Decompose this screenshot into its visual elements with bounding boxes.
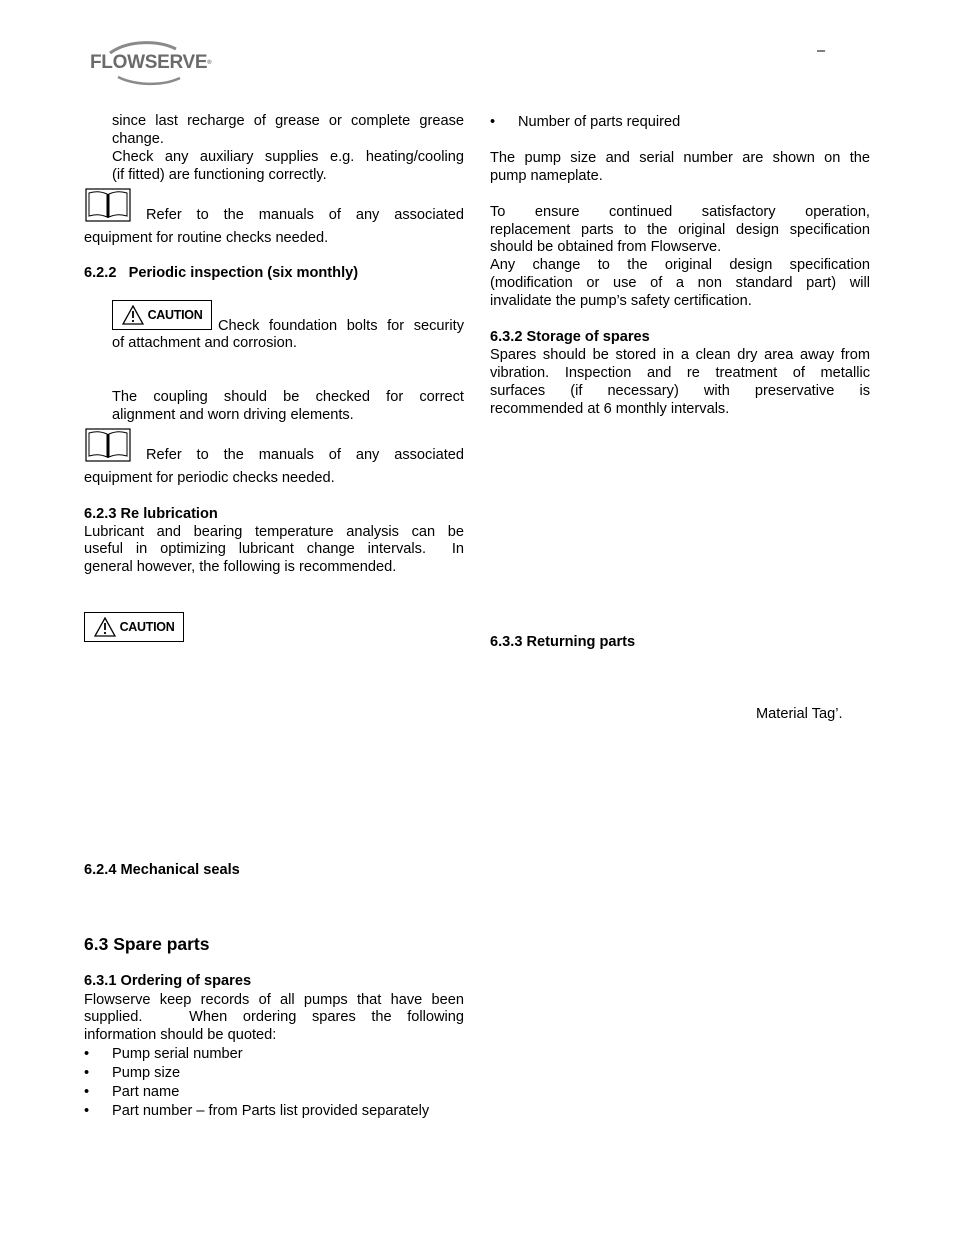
list-item: • Pump serial number: [84, 1045, 464, 1064]
continued-line-2: replacement parts to the original design specification: [490, 222, 870, 238]
change-line-3: invalidate the pump’s safety certification.: [490, 293, 752, 309]
heading-6-3-3: 6.3.3 Returning parts: [490, 634, 636, 650]
order-line-3: information should be quoted:: [84, 1027, 277, 1043]
relub-line-1: Lubricant and bearing temperature analysis can be: [84, 524, 464, 540]
ref1-line-1: Refer to the manuals of any associated: [146, 207, 464, 223]
warning-triangle-icon: [122, 305, 144, 325]
nameplate-line-2: pump nameplate.: [490, 168, 603, 184]
intro-line-1: since last recharge of grease or complete grease: [112, 113, 464, 129]
manual-book-icon: [85, 428, 131, 462]
continued-line-3: should be obtained from Flowserve.: [490, 239, 722, 255]
relub-line-2: useful in optimizing lubricant change intervals. In: [84, 541, 464, 557]
intro-line-2: change.: [112, 131, 164, 147]
caution-label-2: [84, 612, 184, 642]
parts-required-list: [490, 113, 870, 132]
aux-line-1: Check any auxiliary supplies e.g. heating/cooling: [112, 149, 464, 165]
list-item: • Part number – from Parts list provided separately: [84, 1102, 464, 1121]
list-item: • Part name: [84, 1083, 464, 1102]
caution-text: CAUTION: [119, 620, 175, 634]
logo-text: FLOWSERVE: [90, 52, 208, 73]
coupling-line-2: alignment and worn driving elements.: [112, 407, 354, 423]
caution1-line-2: of attachment and corrosion.: [112, 335, 297, 351]
coupling-line-1: The coupling should be checked for correct: [112, 389, 464, 405]
caution1-line-1: Check foundation bolts for security: [218, 318, 464, 334]
order-line-1: Flowserve keep records of all pumps that have been: [84, 992, 464, 1008]
heading-6-2-4: 6.2.4 Mechanical seals: [84, 862, 240, 878]
change-line-2: (modification or use of a non standard part) will: [490, 275, 870, 291]
list-item: • Pump size: [84, 1064, 464, 1083]
heading-6-3-2: 6.3.2 Storage of spares: [490, 329, 650, 345]
storage-line-2: vibration. Inspection and re treatment of metallic: [490, 365, 870, 381]
warning-triangle-icon: [94, 617, 116, 637]
change-line-1: Any change to the original design specification: [490, 257, 870, 273]
spares-info-list: [84, 1045, 464, 1121]
heading-6-2-2: 6.2.2 Periodic inspection (six monthly): [84, 265, 359, 281]
relub-line-3: general however, the following is recommended.: [84, 559, 397, 575]
heading-6-3-1: 6.3.1 Ordering of spares: [84, 973, 252, 989]
ref2-line-2: equipment for periodic checks needed.: [84, 470, 335, 486]
caution-label-1: [112, 300, 212, 330]
aux-line-2: (if fitted) are functioning correctly.: [112, 167, 327, 183]
heading-6-3: 6.3 Spare parts: [84, 934, 210, 954]
order-line-2: supplied. When ordering spares the following: [84, 1009, 464, 1025]
ref2-line-1: Refer to the manuals of any associated: [146, 447, 464, 463]
flowserve-logo: [88, 40, 212, 88]
ref1-line-2: equipment for routine checks needed.: [84, 230, 329, 246]
page-mark: –: [817, 43, 826, 59]
storage-line-1: Spares should be stored in a clean dry area away from: [490, 347, 870, 363]
storage-line-4: recommended at 6 monthly intervals.: [490, 401, 730, 417]
manual-book-icon: [85, 188, 131, 222]
continued-line-1: To ensure continued satisfactory operation,: [490, 204, 870, 220]
nameplate-line-1: The pump size and serial number are shown on the: [490, 150, 870, 166]
heading-6-2-3: 6.2.3 Re lubrication: [84, 506, 218, 522]
caution-text: CAUTION: [147, 308, 203, 322]
storage-line-3: surfaces (if necessary) with preservative is: [490, 383, 870, 399]
list-item: • Number of parts required: [490, 113, 870, 132]
logo-registered-mark: ®: [207, 60, 212, 66]
material-tag-text: Material Tag’.: [756, 706, 843, 722]
